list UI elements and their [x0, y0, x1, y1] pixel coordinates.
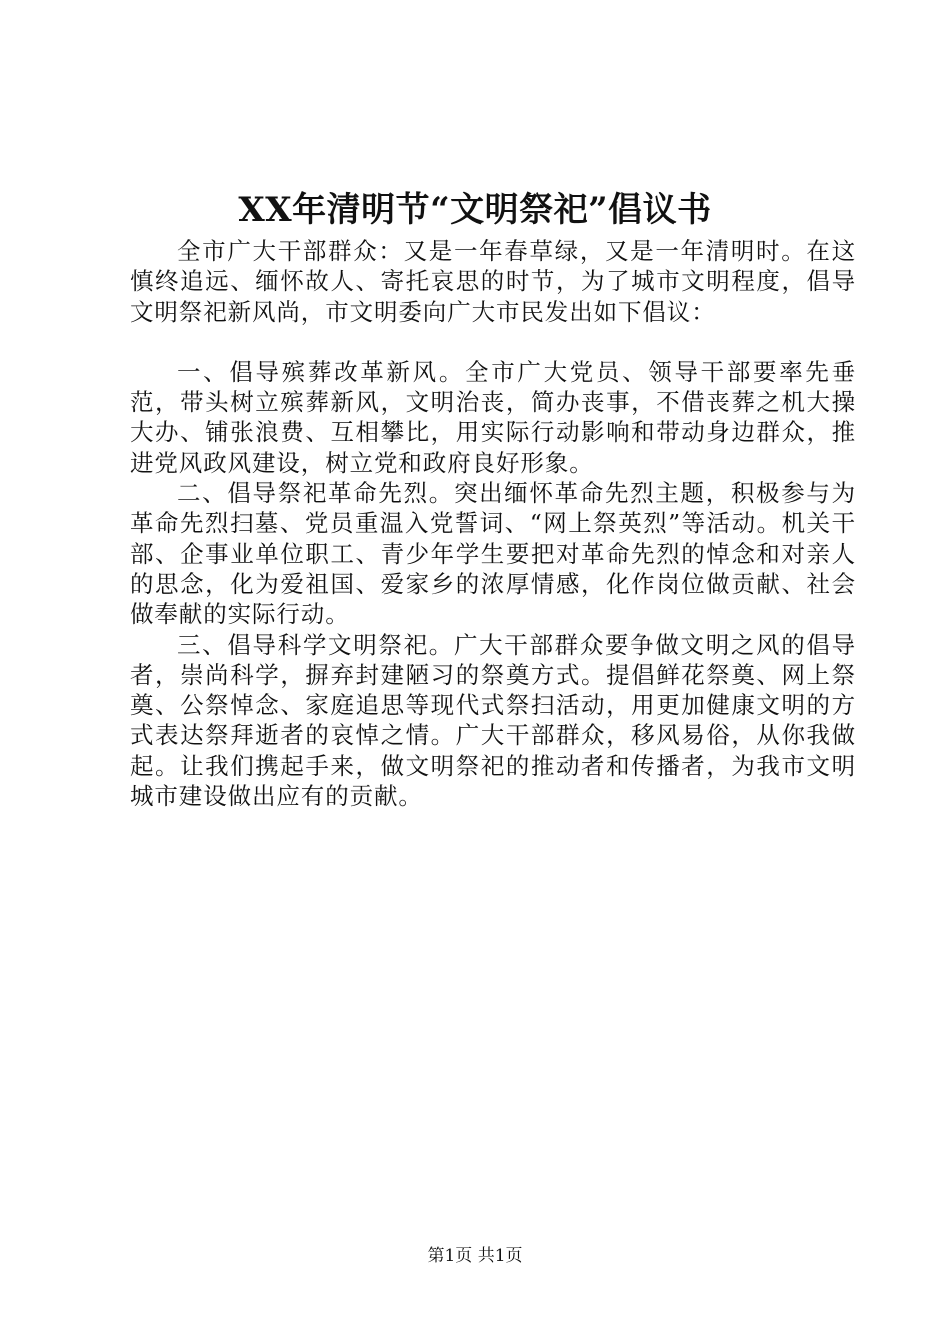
document-body: [130, 236, 856, 811]
intro-paragraph: 全市广大干部群众：又是一年春草绿，又是一年清明时。在这慎终追远、缅怀故人、寄托哀思的时节，为了城市文明程度，倡导文明祭祀新风尚，市文明委向广大市民发出如下倡议：: [130, 237, 856, 326]
proposal-paragraph-1: 一、倡导殡葬改革新风。全市广大党员、领导干部要率先垂范，带头树立殡葬新风，文明治丧，简办丧事，不借丧葬之机大操大办、铺张浪费、互相攀比，用实际行动影响和带动身边群众，推进党风政风建设，树立党和政府良好形象。: [130, 357, 856, 477]
page-number-footer: 第1页 共1页: [427, 1246, 523, 1266]
paragraph-spacer: [130, 327, 856, 357]
proposal-paragraph-3: 三、倡导科学文明祭祀。广大干部群众要争做文明之风的倡导者，崇尚科学，摒弃封建陋习的祭奠方式。提倡鲜花祭奠、网上祭奠、公祭悼念、家庭追思等现代式祭扫活动，用更加健康文明的方式表达祭拜逝者的哀悼之情。广大干部群众，移风易俗，从你我做起。让我们携起手来，做文明祭祀的推动者和传播者，为我市文明城市建设做出应有的贡献。: [130, 630, 856, 811]
document-title: XX年清明节“文明祭祀”倡议书: [238, 190, 712, 230]
proposal-paragraph-2: 二、倡导祭祀革命先烈。突出缅怀革命先烈主题，积极参与为革命先烈扫墓、党员重温入党誓词、“网上祭英烈”等活动。机关干部、企事业单位职工、青少年学生要把对革命先烈的悼念和对亲人的思念，化为爱祖国、爱家乡的浓厚情感，化作岗位做贡献、社会做奉献的实际行动。: [130, 479, 856, 629]
